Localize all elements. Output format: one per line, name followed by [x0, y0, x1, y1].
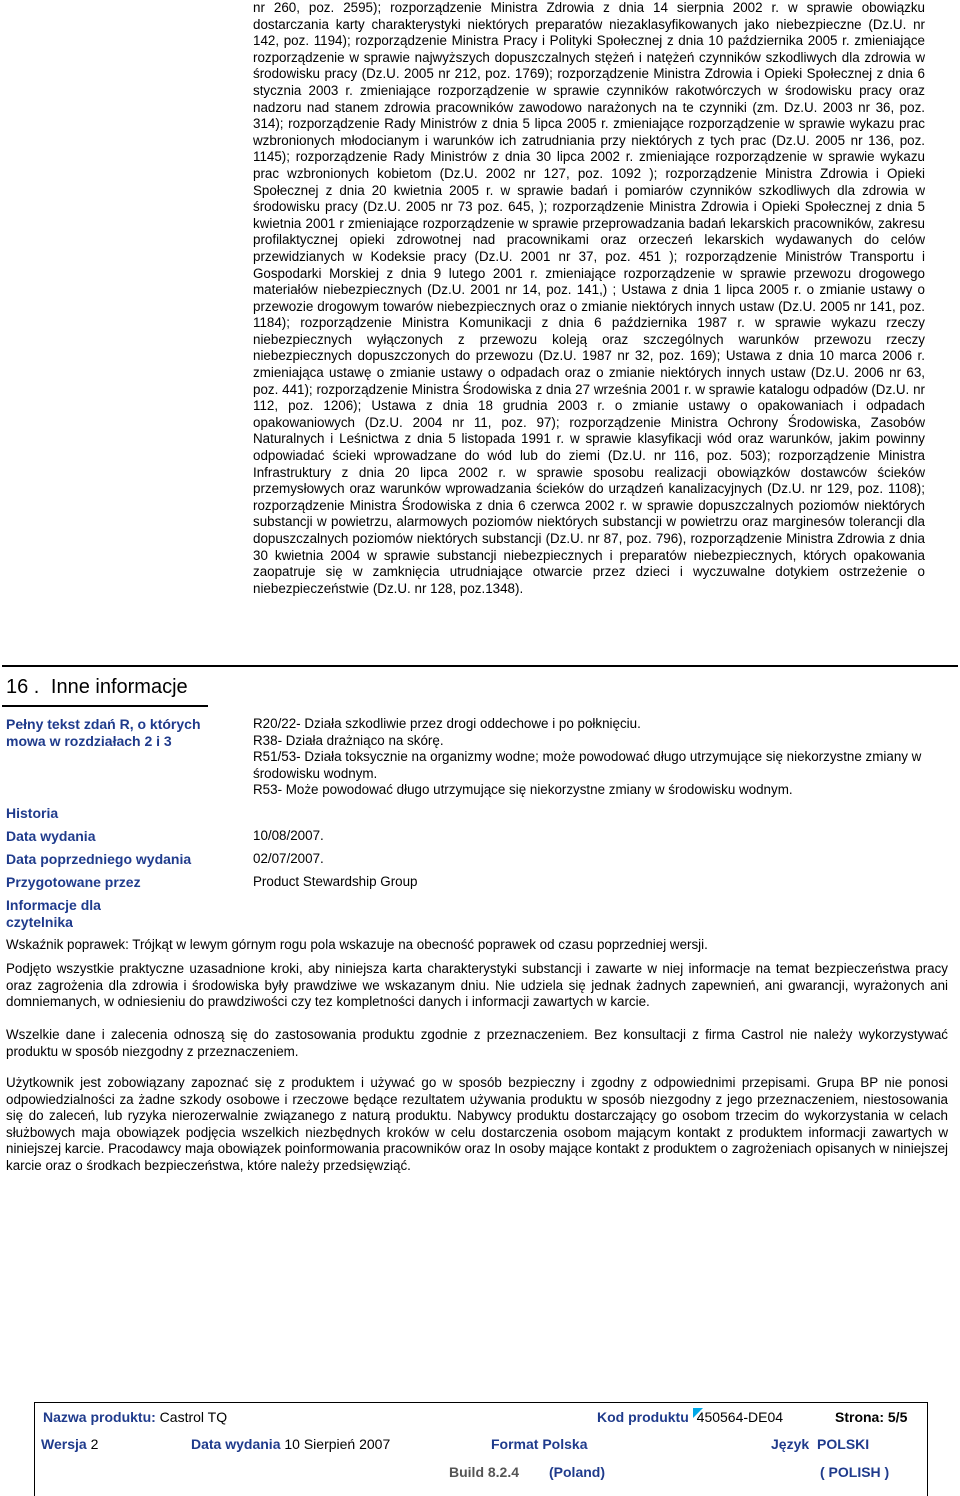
footer-product-code [597, 1409, 783, 1425]
footer-issue-date-label: Data wydania [191, 1436, 281, 1452]
footer-version [41, 1436, 98, 1452]
change-indicator-text: Wskaźnik poprawek: Trójkąt w lewym górnym rogu pola wskazuje na obecność poprawek od czasu poprzedniej wersji. [6, 937, 708, 952]
page-number: Strona: 5/5 [835, 1409, 908, 1425]
version-label: Wersja [41, 1436, 87, 1452]
footer-build-language [820, 1464, 889, 1480]
prev-issue-date-label: Data poprzedniego wydania [6, 851, 192, 867]
build-region: (Poland) [549, 1464, 605, 1480]
version-value: 2 [90, 1436, 99, 1452]
footer-format [491, 1436, 587, 1452]
footer-build [449, 1464, 519, 1480]
format-label: Format [491, 1436, 539, 1452]
reader-info-label: Informacje dla czytelnika [6, 897, 101, 930]
r-phrase: R53- Może powodować długo utrzymujące się niekorzystne zmiany w środowisku wodnym. [253, 782, 793, 798]
section-heading [6, 676, 188, 699]
r-phrase: R20/22- Działa szkodliwie przez drogi oddechowe i po połknięciu. [253, 716, 641, 731]
page-footer [34, 1402, 928, 1496]
language-label: Język [771, 1436, 810, 1452]
section-title-underline [2, 705, 208, 707]
build-number: Build 8.2.4 [449, 1464, 520, 1480]
product-code-label: Kod produktu [597, 1409, 689, 1425]
full-text-label: Pełny tekst zdań R, o których mowa w rozdziałach 2 i 3 [6, 716, 201, 749]
build-language: ( POLISH ) [820, 1464, 890, 1480]
history-label: Historia [6, 805, 59, 821]
section-number: 16 . [6, 676, 40, 698]
regulations-text: nr 260, poz. 2595); rozporządzenie Ministra Zdrowia z dnia 14 sierpnia 2002 r. w sprawie obowiązku dostarczania karty charakterystyki niektórych preparatów niezaklasyfikowanych jako niebezpieczne (Dz.U. nr 142, poz. 1194); rozporządzenie Ministra Pracy i Polityki Społecznej z dnia 10 października 2005 r. zmieniające rozporządzenie w sprawie najwyższych dopuszczalnych stężeń i natężeń czynników szkodliwych dla zdrowia w środowisku pracy (Dz.U. 2005 nr 212, poz. 1769); rozporządzenie Ministra Zdrowia i Opieki Społecznej z dnia 6 stycznia 2003 r. zmieniające rozporządzenie w sprawie czynników rakotwórczych w środowisku pracy oraz nadzoru nad stanem zdrowia pracowników zawodowo narażonych na te czynniki (zm. Dz.U. 2003 nr 36, poz. 314); rozporządzenie Rady Ministrów z dnia 5 lipca 2005 r. zmieniające rozporządzenie w sprawie wykazu prac wzbronionych młodocianym i warunków ich zatrudniania przy niektórych z tych prac (Dz.U. 2005 nr 136, poz. 1145); rozporządzenie Rady Ministrów z dnia 30 lipca 2002 r. zmieniające rozporządzenie w sprawie wykazu prac wzbronionych kobietom (Dz.U. 2002 nr 127, poz. 1092 ); rozporządzenie Ministra Zdrowia i Opieki Społecznej z dnia 20 kwietnia 2005 r. w sprawie badań i pomiarów czynników szkodliwych dla zdrowia w środowisku pracy (Dz.U. 2005 nr 73 poz. 645, ); rozporządzenie Ministra Zdrowia i Opieki Społecznej z dnia 5 kwietnia 2001 r zmieniające rozporządzenie w sprawie przeprowadzania badań lekarskich pracowników, zakresu profilaktycznej opieki zdrowotnej nad pracownikami oraz orzeczeń lekarskich wydawanych do celów przewidzianych w Kodeksie pracy (Dz.U. 2001 nr 37, poz. 451 ); rozporządzenie Ministrów Transportu i Gospodarki Morskiej z dnia 9 lutego 2001 r. zmieniające rozporządzenie w sprawie przewozu drogowego materiałów niebezpiecznych (Dz.U. 2001 nr 14, poz. 141,) ; Ustawa z dnia 1 lipca 2005 r. o zmianie ustawy o przewozie drogowym towarów niebezpiecznych oraz o zmianie niektórych innych ustaw (Dz.U. 2005 nr 141, poz. 1184); rozporządzenie Ministra Komunikacji z dnia 6 października 1987 r. w sprawie wykazu rzeczy niebezpiecznych wyłączonych z przewozu koleją oraz szczególnych warunków przewozu rzeczy niebezpiecznych dopuszczonych do przewozu (Dz.U. 1987 nr 32, poz. 169); Ustawa z dnia 10 marca 2006 r. zmieniająca ustawę o zmianie ustawy o odpadach oraz o zmianie niektórych innych ustaw (Dz.U. 2006 nr 63, poz. 441); rozporządzenie Ministra Środowiska z dnia 27 września 2001 r. w sprawie katalogu odpadów (Dz.U. nr 112, poz. 1206); Ustawa z dnia 18 grudnia 2003 r. o zmianie ustawy o opakowaniach i odpadach opakowaniowych (Dz.U. 2004 nr 11, poz. 97); rozporządzenie Ministra Ochrony Środowiska, Zasobów Naturalnych i Leśnictwa z dnia 5 listopada 1991 r. w sprawie klasyfikacji wód oraz warunków, jakim powinny odpowiadać ścieki wprowadzane do wód lub do ziemi (Dz.U. nr 116, poz. 503); rozporządzenie Ministra Infrastruktury z dnia 20 lipca 2002 r. w sprawie sposobu realizacji obowiązków dostawców ścieków przemysłowych oraz warunków wprowadzania ścieków do urządzeń kanalizacyjnych (Dz.U. nr 129, poz. 1108); rozporządzenie Ministra Środowiska z dnia 6 czerwca 2002 r. w sprawie dopuszczalnych poziomów niektórych substancji w powietrzu, alarmowych poziomów niektórych substancji w powietrzu oraz marginesów tolerancji dla dopuszczalnych poziomów niektórych substancji (Dz.U. nr 87, poz. 796), rozporządzenie Ministra Zdrowia z dnia 30 kwietnia 2004 w sprawie substancji niebezpiecznych i preparatów niebezpiecznych, których opakowania zaopatruje się w zamknięcia utrudniające otwarcie przez dzieci i wyczuwalne dotykiem ostrzeżenie o niebezpieczeństwie (Dz.U. nr 128, poz.1348). [253, 0, 925, 596]
r-phrase: R51/53- Działa toksycznie na organizmy wodne; może powodować długo utrzymujące się niekorzystne zmiany w środowisku wodnym. [253, 749, 922, 781]
prev-issue-date-value: 02/07/2007. [253, 851, 324, 866]
r-phrase: R38- Działa drażniąco na skórę. [253, 732, 444, 748]
r-phrases-list [253, 716, 933, 799]
format-value: Polska [542, 1436, 588, 1452]
footer-issue-date [191, 1436, 390, 1452]
prepared-by-value: Product Stewardship Group [253, 874, 418, 889]
section-divider [2, 665, 958, 667]
issue-date-value: 10/08/2007. [253, 828, 324, 843]
footer-page [835, 1409, 907, 1425]
product-code-value: 450564-DE04 [696, 1409, 784, 1425]
footer-product-name [43, 1409, 227, 1425]
product-name-label: Nazwa produktu: [43, 1409, 156, 1425]
disclaimer-paragraph-3: Użytkownik jest zobowiązany zapoznać się z produktem i używać go w sposób bezpieczny i zgodny z odpowiednimi przepisami. Grupa BP nie ponosi odpowiedzialności za żadne szkody osobowe i rzeczowe będące rezultatem używania produktu w sposób niezgodny z jego przeznaczeniem, niestosowania się do zaleceń, lub ryzyka nierozerwalnie związanego z naturą produktu. Nabywcy produktu dostarczający go osobom trzecim do wykorzystania w celach służbowych maja obowiązek podjęcia wszelkich niezbędnych kroków w celu dostarczenia osobom mającym kontakt z produktem informacji zawartych w niniejszej karcie. Pracodawcy maja obowiązek poinformowania pracowników oraz In osoby mające kontakt z produktem o zagrożeniach opisanych w niniejszej karcie oraz o środkach bezpieczeństwa, które należy przedsięwziąć. [6, 1075, 948, 1173]
disclaimer-paragraph-1: Podjęto wszystkie praktyczne uzasadnione kroki, aby niniejsza karta charakterystyki substancji i zawarte w niej informacje na temat bezpieczeństwa pracy oraz zagrożenia dla zdrowia i środowiska były prawdziwe we wskazanym dniu. Nie udziela się jednak żadnych zapewnień, ani gwarancji, wyrażonych ani domniemanych, w odniesieniu do prawdziwości czy tez kompletności danych i informacji zawartych w karcie. [6, 961, 948, 1010]
language-value: POLSKI [817, 1436, 870, 1452]
footer-language [771, 1436, 869, 1452]
product-name-value: Castrol TQ [159, 1409, 228, 1425]
footer-issue-date-value: 10 Sierpień 2007 [284, 1436, 391, 1452]
footer-build-region [549, 1464, 605, 1480]
prepared-by-label: Przygotowane przez [6, 874, 141, 890]
section-title: Inne informacje [50, 676, 188, 698]
disclaimer-paragraph-2: Wszelkie dane i zalecenia odnoszą się do zastosowania produktu zgodnie z przeznaczeniem. Bez konsultacji z firma Castrol nie należy wykorzystywać produktu w sposób niezgodny z przeznaczeniem. [6, 1027, 948, 1059]
issue-date-label: Data wydania [6, 828, 96, 844]
